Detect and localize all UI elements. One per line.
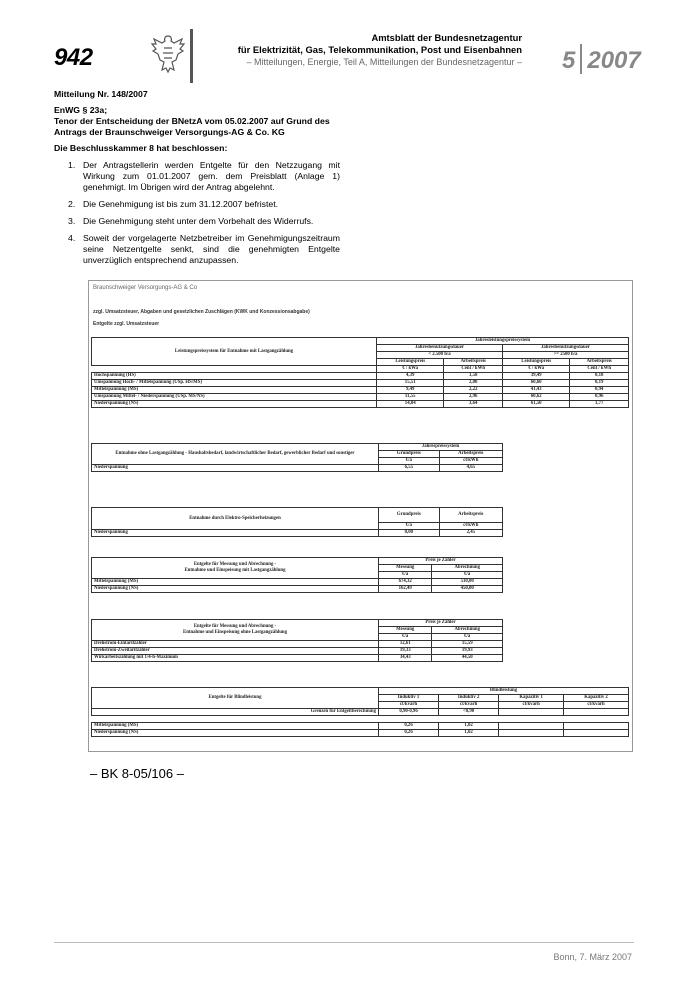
list-item: 4. Soweit der vorgelagerte Netzbetreiber im Genehmigungszeitraum seine Netzentgelte senkt, sind die genehmigten Entgelte unverzüglich entsprechend anzupassen. [68, 233, 340, 265]
table-row [92, 730, 629, 737]
table-cell: Preis je Zähler [379, 620, 503, 627]
table-cell: 450,00 [432, 586, 503, 593]
list-item: 1. Der Antragstellerin werden Entgelte für den Netzzugang mit Wirkung zum 01.01.2007 gem. dem Preisblatt (Anlage 1) genehmigt. Im Übrigen wird der Antrag abgelehnt. [68, 160, 340, 192]
table-cell: 4,39 [377, 373, 444, 380]
table-cell [379, 716, 439, 723]
table-row [92, 641, 503, 648]
table-cell: 34,43 [379, 655, 432, 662]
table-cell [92, 716, 379, 723]
table-row [92, 586, 503, 593]
price-sheet-scan [88, 280, 633, 752]
company-name: Braunschweiger Versorgungs-AG & Co [93, 285, 198, 291]
table-cell: €/a [379, 458, 440, 465]
table-cell: Drehstrom-Eintarifzähler [92, 641, 379, 648]
table-cell: ct/kvarh [499, 702, 564, 709]
table-cell: Entgelte für Messung und Abrechnung - Entnahme und Einspeisung mit Lastgangzählung [92, 558, 379, 579]
table-cell: 12,61 [379, 641, 432, 648]
table-cell: 60,62 [502, 394, 569, 401]
table-cell: Abrechnung [432, 627, 503, 634]
table-cell: Mittelspannung (MS) [92, 579, 379, 586]
table-cell: Arbeitspreis [439, 451, 502, 458]
table-cell: ct/kvarh [439, 702, 499, 709]
footer-divider [54, 942, 634, 943]
table-row [92, 401, 629, 408]
notice-body [54, 89, 340, 272]
table-cell: 0,26 [379, 730, 439, 737]
table-cell: Mittelspannung (MS) [92, 387, 377, 394]
table-cell: Mittelspannung (MS) [92, 723, 379, 730]
table-cell: 6,55 [379, 465, 440, 472]
table-cell: Niederspannung [92, 530, 379, 537]
table-cell: 0,94 [570, 387, 629, 394]
table-cell: Hochspannung (HS) [92, 373, 377, 380]
footnote-2: Entgelte zzgl. Umsatzsteuer [93, 321, 160, 327]
table-cell: Messung [379, 565, 432, 572]
table-cell [92, 366, 377, 373]
table-cell: Entgelte für Messung und Abrechnung - Entnahme und Einspeisung ohne Lastgangzählung [92, 620, 379, 641]
table-cell: 2,00 [444, 380, 503, 387]
table-cell: Induktiv 1 [379, 695, 439, 702]
table-cell: Leistungspreis [377, 359, 444, 366]
table-row [92, 387, 629, 394]
table-cell: Niederspannung (NS) [92, 586, 379, 593]
table-cell: 2,22 [444, 387, 503, 394]
table-cell: ct/kvarh [379, 702, 439, 709]
table-cell [499, 723, 564, 730]
table-cell: 3,64 [444, 401, 503, 408]
table-cell: €/a [379, 572, 432, 579]
table-cell: 1,02 [439, 730, 499, 737]
table-cell: < 2.500 h/a [377, 352, 503, 359]
table-cell: 0,00 [379, 530, 440, 537]
table-cell: Abrechnung [432, 565, 503, 572]
table-cell: Leistungspreissystem für Entnahme mit Lastgangzählung [92, 338, 377, 366]
table-cell: Cent / kWh [444, 366, 503, 373]
table-cell: 61,50 [502, 401, 569, 408]
table-cell: 11,55 [377, 394, 444, 401]
table-cell: Arbeitspreis [570, 359, 629, 366]
journal-header [190, 32, 522, 68]
table-cell: Messung [379, 627, 432, 634]
table-row [92, 465, 503, 472]
table-cell: 14,84 [377, 401, 444, 408]
table-cell: 41,43 [502, 387, 569, 394]
table-cell: 19,33 [379, 648, 432, 655]
table-cell: Kapazitiv 1 [499, 695, 564, 702]
table-cell: € / kWa [377, 366, 444, 373]
table-cell: Jahrespreissystem [379, 444, 503, 451]
table-cell: Wirkarbeitszählung mit 1/4-h-Maximum [92, 655, 379, 662]
issue-year: 2007 [587, 47, 641, 74]
footnote-1: zzgl. Umsatzsteuer, Abgaben und gesetzlichen Zuschlägen (KWK und Konzessionsabgabe) [93, 309, 310, 315]
table-cell: 4,65 [439, 465, 502, 472]
table-row [92, 648, 503, 655]
table-cell: 0,18 [570, 373, 629, 380]
table-cell: Drehstrom-Zweitarifzähler [92, 648, 379, 655]
journal-subtitle: für Elektrizität, Gas, Telekommunikation, Post und Eisenbahnen [237, 44, 522, 55]
table-cell: 0,96 [570, 394, 629, 401]
table-cell: €/a [379, 634, 432, 641]
table-cell: 1,02 [439, 723, 499, 730]
table-row [92, 579, 503, 586]
issue-number [562, 44, 641, 75]
table-cell: ct/kvarh [564, 702, 629, 709]
table-row [92, 394, 629, 401]
table-row [92, 723, 629, 730]
table-cell: Grenzen für Entgeltberechnung [92, 709, 379, 716]
table-cell: €/a [379, 523, 440, 530]
table-cell: 15,59 [432, 641, 503, 648]
table-cell: Kapazitiv 2 [564, 695, 629, 702]
table-cell: 0,90-0,96 [379, 709, 439, 716]
table-cell: 2,96 [444, 394, 503, 401]
table-cell: 19,93 [432, 648, 503, 655]
table-cell: €/a [432, 634, 503, 641]
table-cell: Arbeitspreis [444, 359, 503, 366]
table-cell: Entnahme ohne Lastgangzählung - Haushaltsbedarf, landwirtschaftlicher Bedarf, gewerblicher Bedarf und sonstiger [92, 444, 379, 465]
table-cell: 0,19 [570, 380, 629, 387]
table-cell: Cent / kWh [570, 366, 629, 373]
table-cell: Jahresbenutzungsdauer [502, 345, 628, 352]
table-cell: ct/kWh [439, 458, 502, 465]
table-cell: 44,50 [432, 655, 503, 662]
table-messung-mit-lastgang [91, 557, 503, 593]
table-row [92, 373, 629, 380]
table-cell: Entgelte für Blindleistung [92, 688, 379, 709]
table-cell [499, 709, 564, 716]
footer-date: Bonn, 7. März 2007 [553, 952, 632, 962]
case-reference: – BK 8-05/106 – [90, 766, 184, 781]
table-cell: Leistungspreis [502, 359, 569, 366]
table-cell: Arbeitspreis [439, 508, 502, 523]
table-cell: 0,26 [379, 723, 439, 730]
table-blindleistung [91, 687, 629, 737]
table-cell: >= 2500 h/a [502, 352, 628, 359]
table-leistungspreis [91, 337, 629, 408]
table-cell: 60,60 [502, 380, 569, 387]
table-cell: Entnahme durch Elektro-Speicherheizungen [92, 508, 379, 530]
table-cell [499, 716, 564, 723]
table-cell: Niederspannung (NS) [92, 401, 377, 408]
table-cell [564, 709, 629, 716]
table-cell: 15,51 [377, 380, 444, 387]
table-cell: Induktiv 2 [439, 695, 499, 702]
journal-section: – Mitteilungen, Energie, Teil A, Mitteilungen der Bundesnetzagentur – [246, 57, 522, 67]
table-cell: 674,32 [379, 579, 432, 586]
table-cell: <0,90 [439, 709, 499, 716]
table-cell [564, 723, 629, 730]
table-cell: Umspannung Hoch- / Mittelspannung (USp. HS/MS) [92, 380, 377, 387]
table-cell: 9,49 [377, 387, 444, 394]
table-row [92, 655, 503, 662]
table-cell: 2,45 [439, 530, 502, 537]
table-cell [564, 730, 629, 737]
notice-number: Mitteilung Nr. 148/2007 [54, 89, 148, 99]
table-cell: Jahresleistungspreissystem [377, 338, 629, 345]
table-cell: Preis je Zähler [379, 558, 503, 565]
federal-eagle-icon [150, 30, 186, 74]
list-item: 2. Die Genehmigung ist bis zum 31.12.2007 befristet. [68, 199, 279, 209]
table-cell: 162,49 [379, 586, 432, 593]
table-cell: €/a [432, 572, 503, 579]
table-cell: Umspannung Mittel- / Niederspannung (USp. MS/NS) [92, 394, 377, 401]
issue-no: 5 [562, 47, 576, 74]
table-cell: Niederspannung [92, 465, 379, 472]
decision-list [54, 160, 340, 266]
table-cell [564, 716, 629, 723]
table-cell: Grundpreis [379, 451, 440, 458]
table-cell: Blindleistung [379, 688, 629, 695]
table-jahrespreis [91, 443, 503, 472]
table-cell: ct/kWh [439, 523, 502, 530]
table-cell: 510,00 [432, 579, 503, 586]
table-cell: € / kWa [502, 366, 569, 373]
page-number: 942 [54, 44, 93, 71]
decision-heading: Die Beschlusskammer 8 hat beschlossen: [54, 143, 228, 153]
table-row [92, 530, 503, 537]
table-cell: 39,49 [502, 373, 569, 380]
table-row [92, 380, 629, 387]
list-item: 3. Die Genehmigung steht unter dem Vorbehalt des Widerrufs. [68, 216, 314, 226]
table-speicherheizung [91, 507, 503, 537]
journal-title: Amtsblatt der Bundesnetzagentur [371, 32, 522, 43]
table-cell: Niederspannung (NS) [92, 730, 379, 737]
table-cell: Grundpreis [379, 508, 440, 523]
table-cell [439, 716, 499, 723]
table-cell: 1,58 [444, 373, 503, 380]
table-messung-ohne-lastgang [91, 619, 503, 662]
notice-law: EnWG § 23a; [54, 105, 108, 115]
table-cell [499, 730, 564, 737]
notice-title: Tenor der Entscheidung der BNetzA vom 05.02.2007 auf Grund des Antrags der Braunschweiger Versorgungs-AG & Co. KG [54, 116, 330, 137]
table-cell: Jahresbenutzungsdauer [377, 345, 503, 352]
table-cell: 1,77 [570, 401, 629, 408]
